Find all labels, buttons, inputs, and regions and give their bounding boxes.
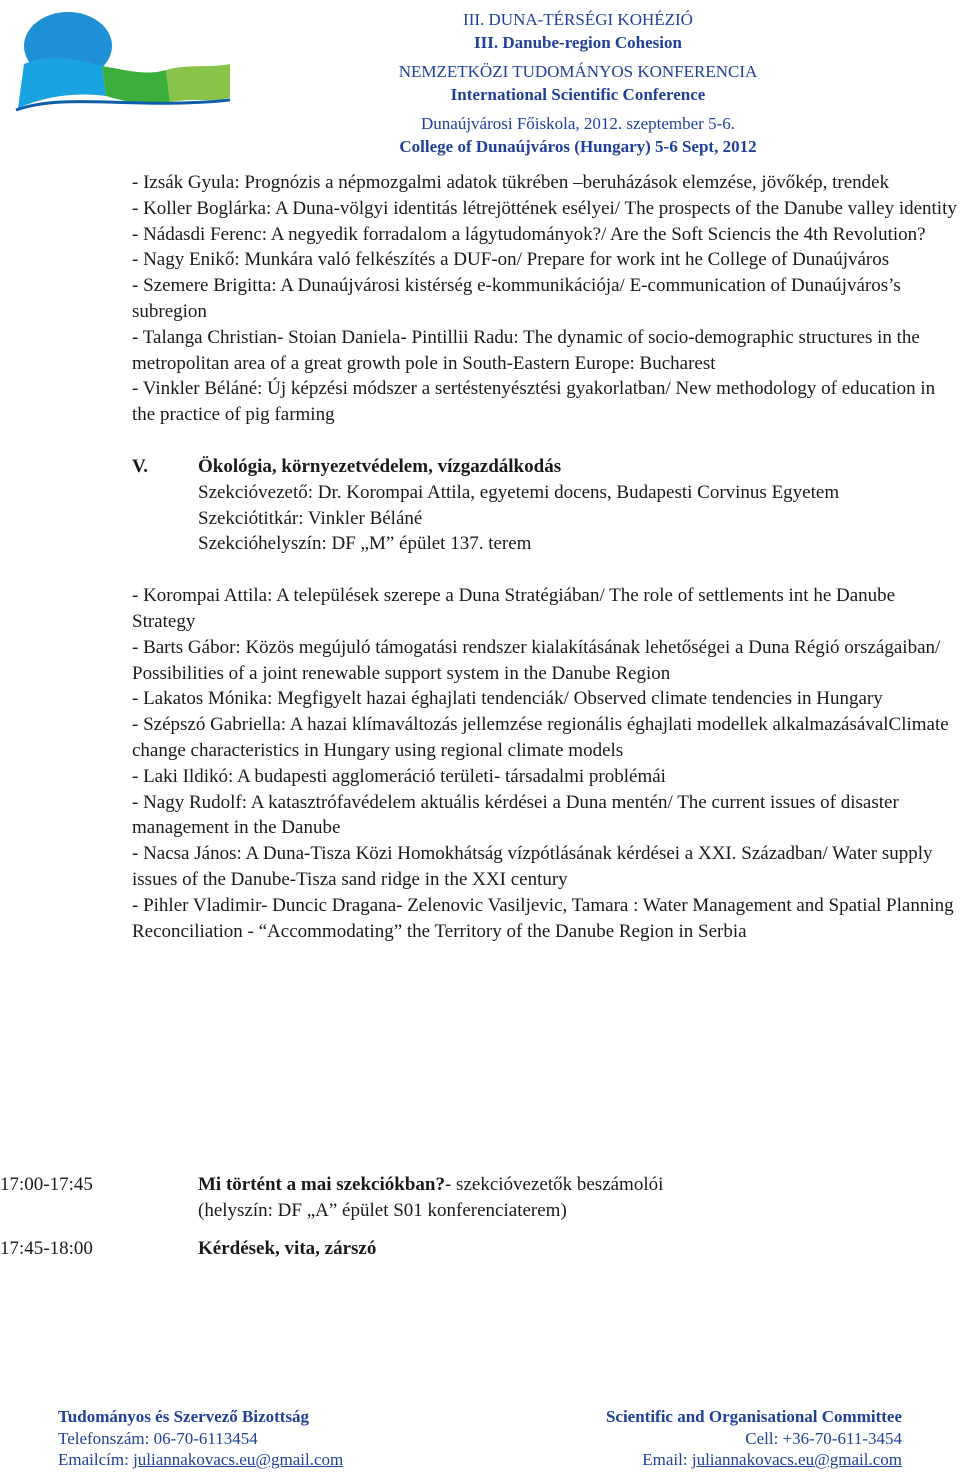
footer-right	[462, 1406, 902, 1471]
list-item: - Talanga Christian- Stoian Daniela- Pintillii Radu: The dynamic of socio-demographic structures in the metropolitan area of a great growth pole in South-Eastern Europe: Bucharest	[132, 326, 920, 374]
schedule-title: Kérdések, vita, zárszó	[198, 1238, 377, 1259]
presentation-list-1	[132, 170, 958, 428]
program-content	[132, 170, 958, 944]
section-secretary: Szekciótitkár: Vinkler Béláné	[198, 507, 423, 529]
schedule-title: Mi történt a mai szekciókban?	[198, 1174, 445, 1195]
footer-committee-hu: Tudományos és Szervező Bizottság	[58, 1407, 310, 1426]
header-date-en: College of Dunaújváros (Hungary) 5-6 Sept, 2012	[399, 137, 757, 156]
header-title-en: III. Danube-region Cohesion	[474, 33, 682, 52]
schedule-venue: (helyszín: DF „A” épület S01 konferenciaterem)	[198, 1200, 567, 1221]
list-item: - Korompai Attila: A települések szerepe a Duna Stratégiában/ The role of settlements int he Danube Strategy	[132, 585, 896, 632]
footer-email-link-hu[interactable]: juliannakovacs.eu@gmail.com	[133, 1450, 344, 1469]
section-venue: Szekcióhelyszín: DF „M” épület 137. terem	[198, 533, 532, 555]
footer-email-link-en[interactable]: juliannakovacs.eu@gmail.com	[691, 1450, 902, 1469]
list-item: - Barts Gábor: Közös megújuló támogatási rendszer kialakításának lehetőségei a Duna Régió országaiban/ Possibilities of a joint renewable support system in the Danube Region	[132, 636, 941, 684]
schedule-time: 17:45-18:00	[0, 1238, 93, 1259]
list-item: - Nádasdi Ferenc: A negyedik forradalom a lágytudományok?/ Are the Soft Sciencis the 4th Revolution?	[132, 223, 926, 245]
list-item: - Laki Ildikó: A budapesti agglomeráció területi- társadalmi problémái	[132, 765, 666, 787]
list-item: - Koller Boglárka: A Duna-völgyi identitás létrejöttének esélyei/ The prospects of the Danube valley identity	[132, 197, 957, 219]
list-item: - Nagy Enikő: Munkára való felkészítés a DUF-on/ Prepare for work int he College of Dunaújváros	[132, 249, 890, 271]
footer-committee-en: Scientific and Organisational Committee	[605, 1407, 902, 1426]
section-chair: Szekcióvezető: Dr. Korompai Attila, egyetemi docens, Budapesti Corvinus Egyetem	[198, 481, 840, 503]
conference-logo	[6, 6, 232, 116]
footer-phone-en: Cell: +36-70-611-3454	[745, 1428, 902, 1448]
list-item: - Izsák Gyula: Prognózis a népmozgalmi adatok tükrében –beruházások elemzése, jövőkép, trendek	[132, 172, 890, 193]
presentation-list-2	[132, 583, 958, 944]
schedule-subtitle: - szekcióvezetők beszámolói	[444, 1174, 664, 1195]
footer-phone-hu: Telefonszám: 06-70-6113454	[58, 1428, 258, 1448]
list-item: - Vinkler Béláné: Új képzési módszer a sertéstenyésztési gyakorlatban/ New methodology of education in the practice of pig farming	[132, 378, 936, 426]
header-date-hu: Dunaújvárosi Főiskola, 2012. szeptember 5-6.	[421, 114, 735, 133]
header-conference-en: International Scientific Conference	[450, 85, 706, 104]
header-conference-hu: NEMZETKÖZI TUDOMÁNYOS KONFERENCIA	[398, 62, 758, 81]
list-item: - Nacsa János: A Duna-Tisza Közi Homokhátság vízpótlásának kérdései a XXI. Században/ Water supply issues of the Danube-Tisza sand ridge in the XXI century	[132, 843, 933, 890]
footer-email-label-hu: Emailcím:	[58, 1450, 134, 1469]
list-item: - Szépszó Gabriella: A hazai klímaváltozás jellemzése regionális éghajlati modellek alkalmazásávalClimate change characteristics in Hungary using regional climate models	[132, 714, 949, 761]
list-item: - Lakatos Mónika: Megfigyelt hazai éghajlati tendenciák/ Observed climate tendencies in Hungary	[132, 688, 883, 710]
list-item: - Szemere Brigitta: A Dunaújvárosi kistérség e-kommunikációja/ E-communication of Dunaújváros’s subregion	[132, 275, 901, 322]
header-title-hu: III. DUNA-TÉRSÉGI KOHÉZIÓ	[463, 10, 693, 29]
section-title: Ökológia, környezetvédelem, vízgazdálkodás	[198, 455, 562, 477]
schedule-time: 17:00-17:45	[0, 1174, 93, 1195]
footer-email-label-en: Email:	[642, 1450, 692, 1469]
conference-header	[378, 8, 778, 158]
section-number: V.	[132, 455, 149, 477]
list-item: - Pihler Vladimir- Duncic Dragana- Zelenovic Vasiljevic, Tamara : Water Management and Spatial Planning Reconciliation - “Accommodating” the Territory of the Danube Region in Serbia	[132, 894, 954, 942]
footer-left	[58, 1406, 498, 1471]
list-item: - Nagy Rudolf: A katasztrófavédelem aktuális kérdései a Duna mentén/ The current issues of disaster management in the Danube	[132, 791, 899, 839]
section-v	[132, 454, 958, 557]
